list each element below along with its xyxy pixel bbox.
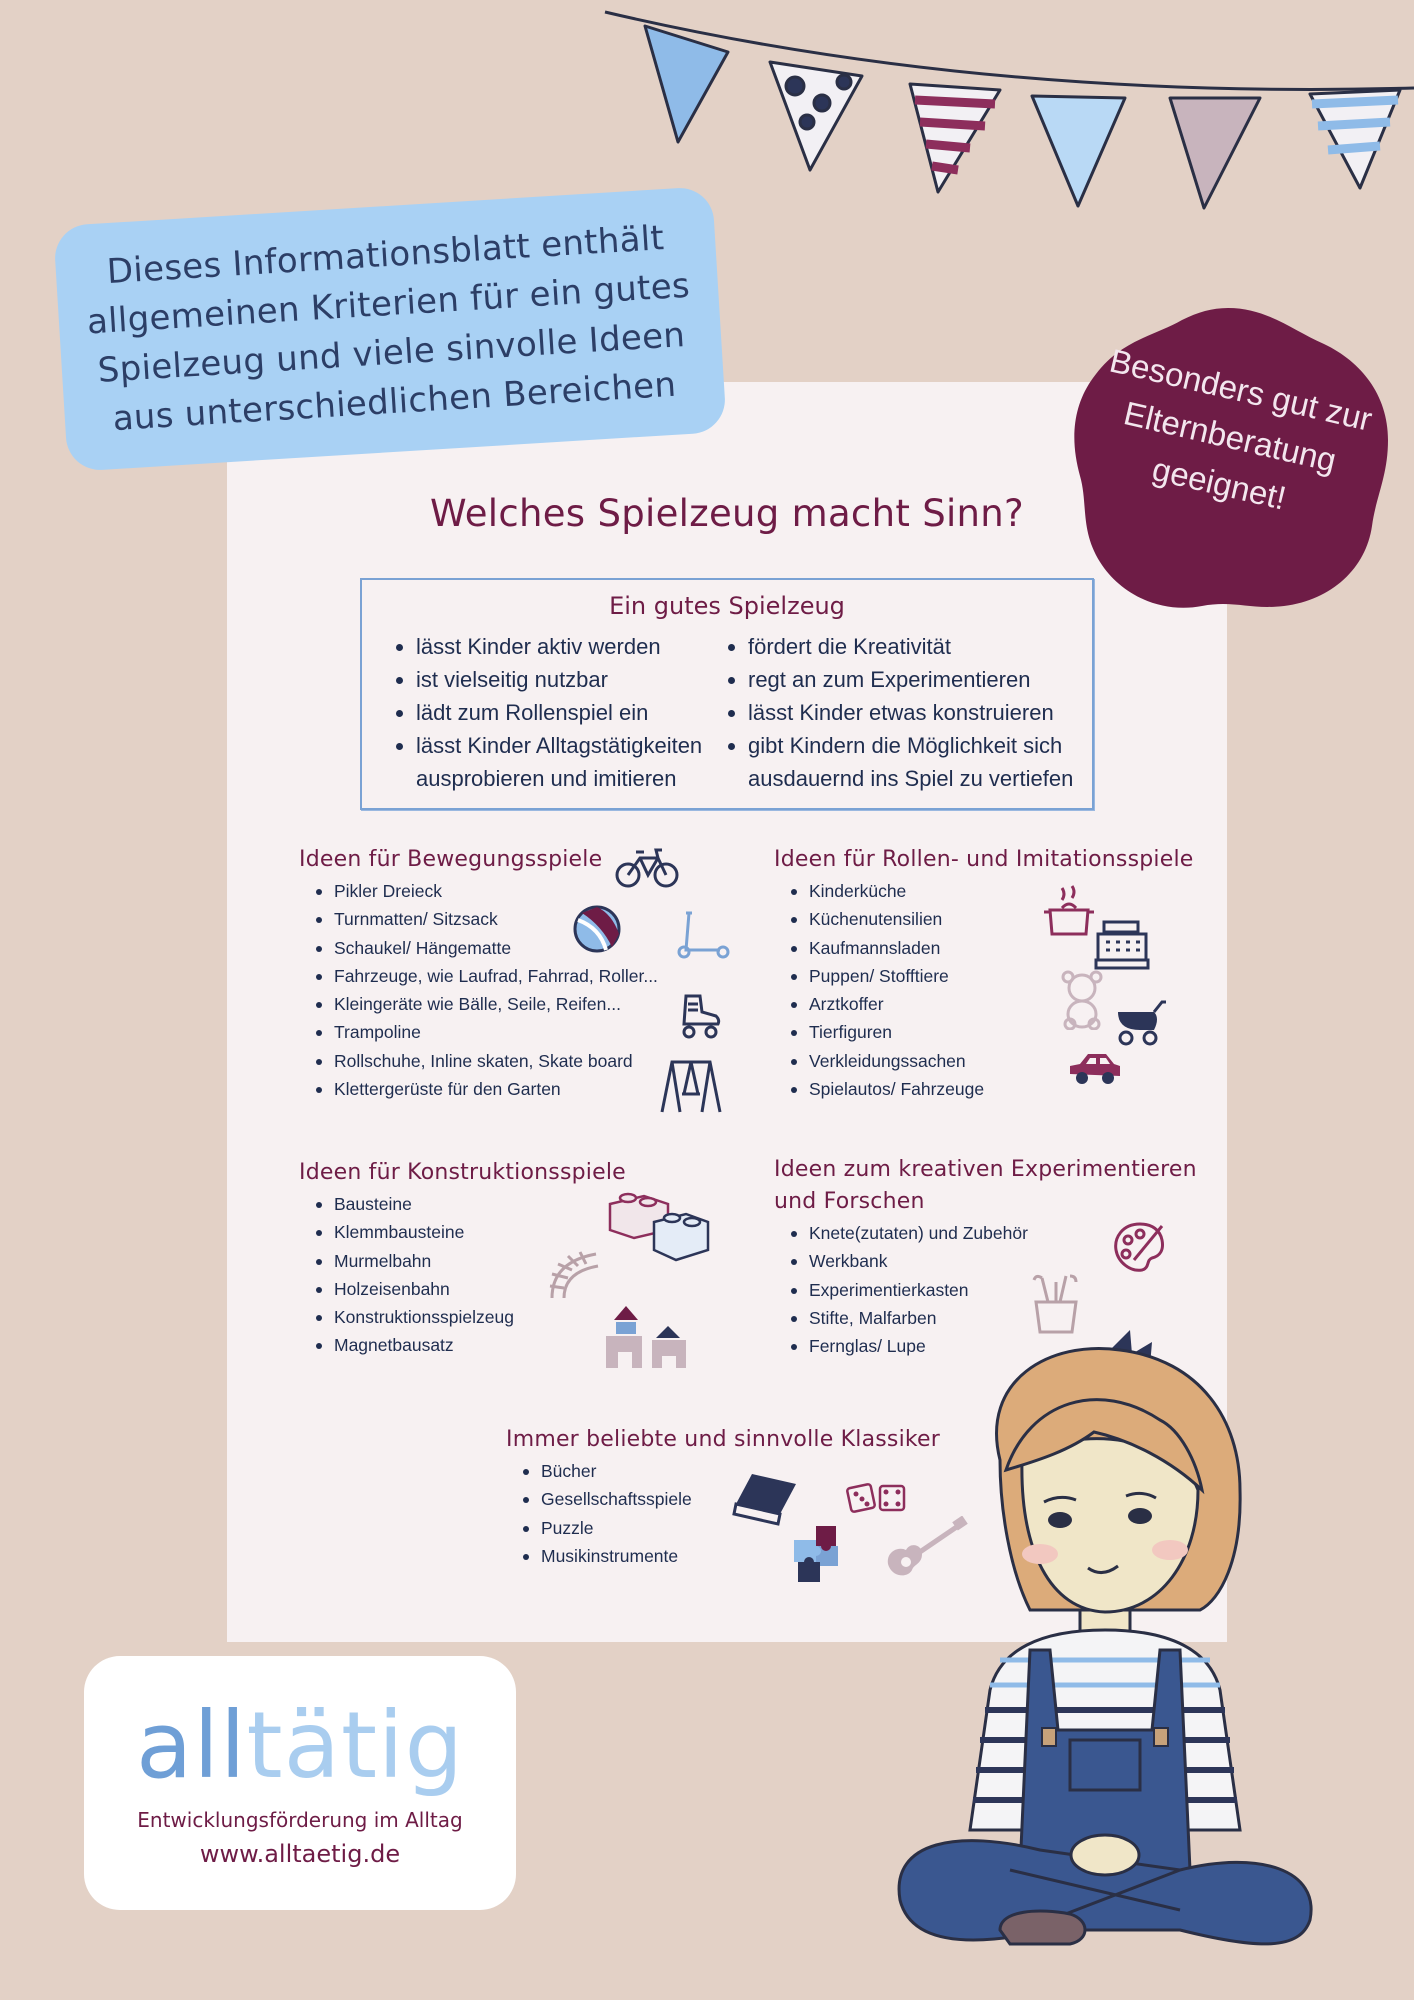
swing-icon	[658, 1058, 724, 1114]
logo-tagline: Entwicklungsförderung im Alltag	[137, 1808, 463, 1832]
section-title-kreativ-1: Ideen zum kreativen Experimentieren	[774, 1157, 1197, 1182]
list-item: Arztkoffer	[791, 990, 984, 1018]
list-item: lässt Kinder aktiv werden	[396, 630, 726, 663]
list-item: Konstruktionsspielzeug	[316, 1303, 514, 1331]
section-title-konstruktion: Ideen für Konstruktionsspiele	[299, 1160, 626, 1185]
building-blocks-icon	[602, 1298, 690, 1370]
list-item: Klettergerüste für den Garten	[316, 1075, 658, 1103]
page-title: Welches Spielzeug macht Sinn?	[429, 492, 1024, 535]
list-item: Murmelbahn	[316, 1247, 514, 1275]
list-item: Küchenutensilien	[791, 905, 984, 933]
list-item: Fahrzeuge, wie Laufrad, Fahrrad, Roller...	[316, 962, 658, 990]
list-item: Tierfiguren	[791, 1018, 984, 1046]
list-item: Musikinstrumente	[523, 1542, 692, 1570]
roller-skate-icon	[676, 992, 724, 1040]
pram-icon	[1112, 996, 1168, 1046]
list-item: regt an zum Experimentieren	[728, 663, 1088, 696]
puzzle-icon	[790, 1524, 848, 1586]
list-item: Stifte, Malfarben	[791, 1304, 1028, 1332]
list-item: Bücher	[523, 1457, 692, 1485]
criteria-list-left	[396, 630, 726, 795]
criteria-list-right	[728, 630, 1088, 795]
list-rollen	[791, 877, 984, 1103]
list-item: Kaufmannsladen	[791, 934, 984, 962]
list-item: Pikler Dreieck	[316, 877, 658, 905]
book-icon	[732, 1470, 800, 1528]
list-item: Knete(zutaten) und Zubehör	[791, 1219, 1028, 1247]
bicycle-icon	[614, 846, 680, 890]
section-title-kreativ-2: und Forschen	[774, 1189, 925, 1214]
scooter-icon	[676, 910, 732, 960]
bunting-icon	[600, 0, 1414, 215]
list-item: Fernglas/ Lupe	[791, 1332, 1028, 1360]
criteria-title: Ein gutes Spielzeug	[609, 592, 845, 620]
toy-car-icon	[1066, 1050, 1124, 1086]
list-item: lässt Kinder etwas konstruieren	[728, 696, 1088, 729]
rail-track-icon	[546, 1244, 602, 1300]
cooking-pot-icon	[1040, 884, 1098, 938]
teddy-bear-icon	[1060, 970, 1104, 1030]
section-title-rollen: Ideen für Rollen- und Imitationsspiele	[774, 847, 1194, 872]
list-item: Puzzle	[523, 1514, 692, 1542]
paint-palette-icon	[1112, 1220, 1168, 1276]
list-item: Werkbank	[791, 1247, 1028, 1275]
list-item: lädt zum Rollenspiel ein	[396, 696, 726, 729]
list-item: Kleingeräte wie Bälle, Seile, Reifen...	[316, 990, 658, 1018]
criteria-box	[360, 578, 1094, 810]
list-item: Magnetbausatz	[316, 1331, 514, 1359]
intro-box	[53, 186, 727, 472]
list-item: Rollschuhe, Inline skaten, Skate board	[316, 1047, 658, 1075]
list-item: Gesellschaftsspiele	[523, 1485, 692, 1513]
lego-bricks-icon	[606, 1188, 712, 1268]
list-item: Turnmatten/ Sitzsack	[316, 905, 658, 933]
ball-icon	[572, 904, 622, 954]
logo-card	[84, 1656, 516, 1910]
list-item: Verkleidungssachen	[791, 1047, 984, 1075]
section-title-klassiker: Immer beliebte und sinnvolle Klassiker	[506, 1427, 941, 1452]
list-item: lässt Kinder Alltagstätigkeiten ausprobieren und imitieren	[396, 729, 726, 795]
list-item: Puppen/ Stofftiere	[791, 962, 984, 990]
logo-wordmark	[84, 1692, 516, 1799]
list-item: Holzeisenbahn	[316, 1275, 514, 1303]
list-item: ist vielseitig nutzbar	[396, 663, 726, 696]
logo-part-1: all	[136, 1692, 247, 1799]
list-item: Trampoline	[316, 1018, 658, 1046]
list-item: Experimentierkasten	[791, 1276, 1028, 1304]
section-title-bewegung: Ideen für Bewegungsspiele	[299, 847, 603, 872]
list-item: Kinderküche	[791, 877, 984, 905]
intro-text: Dieses Informationsblatt enthält allgemeinen Kriterien für ein gutes Spielzeug und viele sinvolle Ideen aus unterschiedlichen Bereichen	[85, 218, 692, 440]
list-item: Schaukel/ Hängematte	[316, 934, 658, 962]
child-illustration	[880, 1310, 1320, 1950]
logo-url-link[interactable]: www.alltaetig.de	[199, 1840, 401, 1868]
list-item: Klemmbausteine	[316, 1218, 514, 1246]
list-item: Bausteine	[316, 1190, 514, 1218]
list-konstruktion	[316, 1190, 514, 1360]
list-item: Spielautos/ Fahrzeuge	[791, 1075, 984, 1103]
cash-register-icon	[1094, 918, 1150, 970]
list-item: fördert die Kreativität	[728, 630, 1088, 663]
list-klassiker	[523, 1457, 692, 1570]
logo-part-2: tätig	[246, 1692, 464, 1799]
list-item: gibt Kindern die Möglichkeit sich ausdauernd ins Spiel zu vertiefen	[728, 729, 1088, 795]
badge-text: Besonders gut zur Elternberatung geeignet!	[1106, 341, 1376, 517]
